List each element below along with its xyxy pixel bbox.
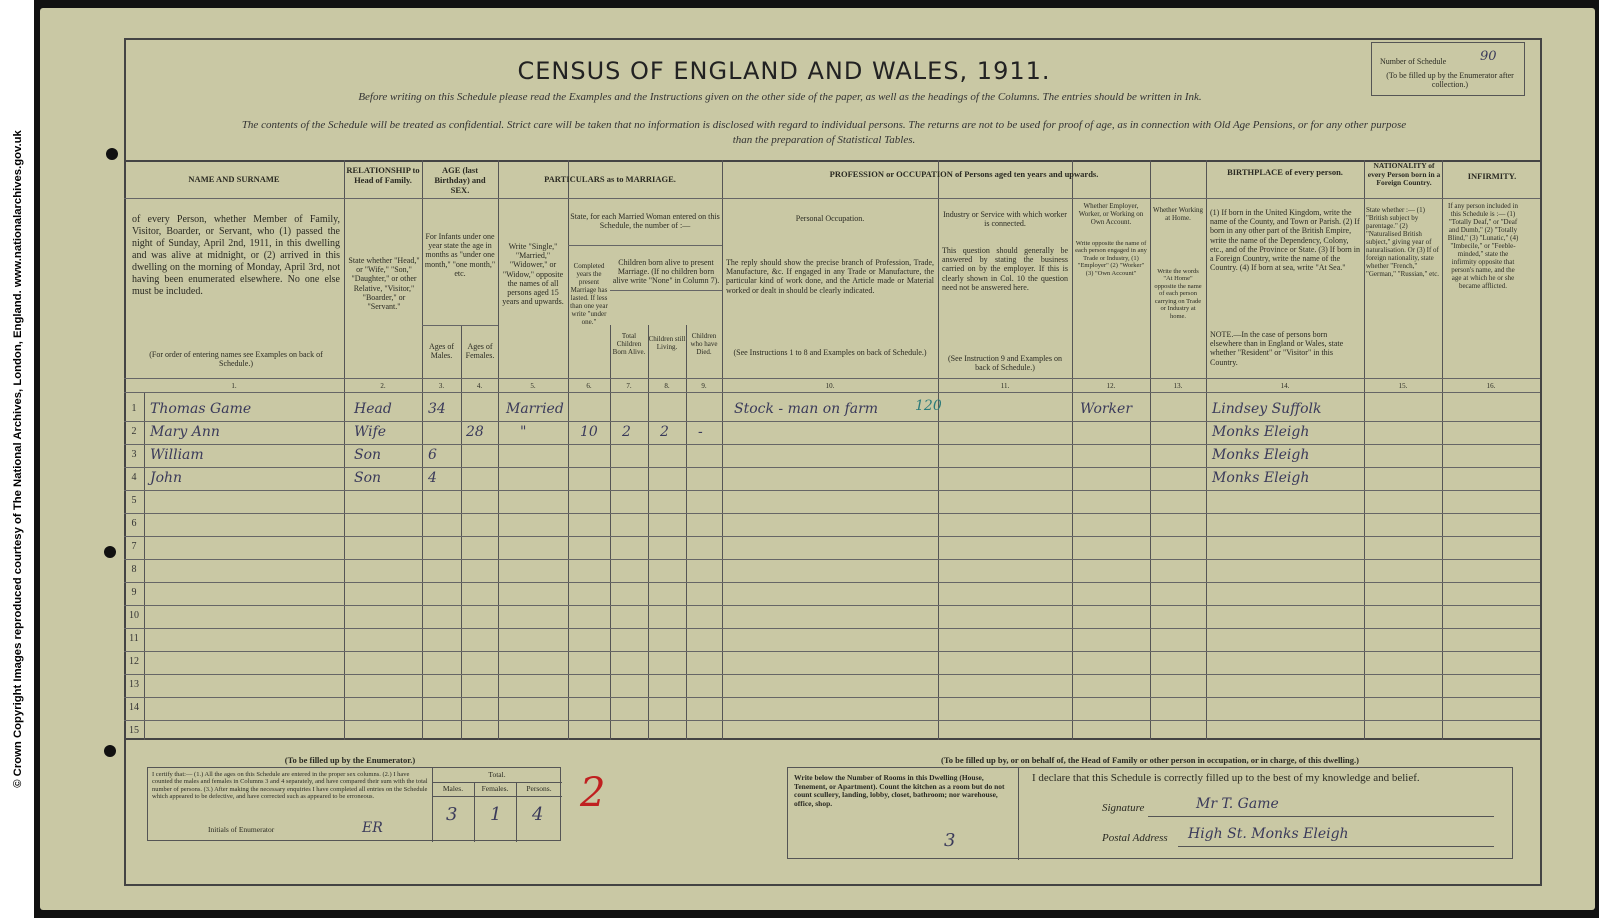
table-cell-age-male: 34	[428, 401, 446, 417]
row-number: 6	[131, 518, 137, 529]
punch-hole-icon	[104, 745, 116, 757]
punch-hole-icon	[106, 148, 118, 160]
table-cell-employer: Worker	[1080, 401, 1133, 417]
declaration: I declare that this Schedule is correctly filled up to the best of my knowledge and belief.	[1032, 772, 1420, 784]
confidential-line-2: than the preparation of Statistical Tables.	[732, 134, 916, 146]
row-number: 14	[129, 702, 139, 713]
page-title: CENSUS OF ENGLAND AND WALES, 1911.	[517, 57, 1051, 85]
rooms-count: 3	[944, 830, 956, 851]
schedule-number-note: (To be filled up by the Enumerator after collection.)	[1386, 71, 1514, 89]
table-cell-relationship: Head	[354, 401, 392, 417]
table-cell-marriage: "	[520, 424, 527, 440]
head-section-box	[787, 767, 1513, 859]
col-number: 2.	[380, 382, 386, 390]
table-cell-age-female: 28	[466, 424, 484, 440]
header-at-home: Whether Working at Home.	[1152, 206, 1204, 223]
enumerator-females: 1	[490, 804, 502, 825]
red-mark: 2	[580, 770, 606, 816]
table-cell-occupation-code: 120	[915, 398, 942, 414]
header-relationship: RELATIONSHIP to Head of Family.	[346, 165, 420, 185]
header-ages-females: Ages of Females.	[465, 342, 495, 361]
row-number: 15	[129, 725, 139, 736]
enumerator-certify: I certify that:— (1.) All the ages on this Schedule are entered in the proper sex columns. (2.) I have counted the males and females in Columns 3 and 4 separately, and have compared their sum with the total number of persons. (3.) After making the necessary enquiries I have completed all entries on the Schedule which appeared to be defective, and have corrected such as appeared to be erroneous.	[152, 771, 428, 801]
enumerator-males: 3	[446, 804, 458, 825]
table-cell-name: Mary Ann	[150, 424, 220, 440]
col-number: 5.	[530, 382, 536, 390]
row-number: 7	[131, 541, 137, 552]
col-number: 4.	[476, 382, 483, 390]
col-number: 13.	[1173, 382, 1183, 390]
instructions-line: Before writing on this Schedule please read the Examples and the Instructions given on the other side of the paper, as well as the headings of the Columns. The entries should be written in Ink.	[358, 91, 1202, 103]
header-total-children: Total Children Born Alive.	[612, 332, 646, 357]
header-marriage: PARTICULARS as to MARRIAGE.	[544, 174, 676, 184]
enumerator-persons-label: Persons.	[526, 784, 552, 793]
copyright-sidebar	[0, 0, 34, 918]
row-number: 9	[131, 587, 137, 598]
table-cell-marriage: Married	[506, 401, 564, 417]
enumerator-heading: (To be filled up by the Enumerator.)	[284, 755, 416, 765]
enumerator-males-label: Males.	[442, 784, 464, 793]
postal-address-value: High St. Monks Eleigh	[1188, 826, 1349, 842]
signature-value: Mr T. Game	[1196, 796, 1279, 812]
head-section-heading: (To be filled up by, or on behalf of, the Head of Family or other person in occupation, or in charge, of this dwelling.)	[941, 755, 1359, 765]
header-birthplace: BIRTHPLACE of every person.	[1227, 167, 1343, 177]
header-marriage-write: Write "Single," "Married," "Widower," or "Widow," opposite the names of all persons aged 15 years and upwards.	[502, 242, 564, 307]
row-number: 5	[131, 495, 137, 506]
table-cell-living: 2	[660, 424, 669, 440]
header-infirmity-desc: If any person included in this Schedule is :— (1) "Totally Deaf," or "Deaf and Dumb," (2) "Totally Blind," (3) "Lunatic," (4) "Imbecile," or "Feeble-minded," state the infirmity opposite that person's name, and the age at which he or she became afflicted.	[1447, 202, 1519, 291]
col-number: 12.	[1106, 382, 1116, 390]
col-number: 15.	[1398, 382, 1408, 390]
table-cell-name: John	[150, 470, 183, 486]
postal-address-label: Postal Address	[1102, 832, 1168, 844]
table-cell-birthplace: Lindsey Suffolk	[1212, 401, 1322, 417]
table-cell-name: William	[150, 447, 204, 463]
header-at-home-desc: Write the words "At Home" opposite the name of each person carrying on Trade or Industry at home.	[1154, 268, 1202, 320]
row-number: 3	[131, 449, 137, 460]
header-name-desc: of every Person, whether Member of Family, Visitor, Boarder, or Servant, who (1) passed the night of Sunday, April 2nd, 1911, in this dwelling and was alive at midnight, or (2) arrived in this dwelling on the morning of Monday, April 3rd, not having been enumerated elsewhere. No one else must be included.	[132, 214, 340, 297]
header-nationality-desc: State whether :— (1) "British subject by parentage." (2) "Naturalised British subject," giving year of naturalisation. Or (3) If of foreign nationality, state whether "French," "German," "Russian," etc.	[1366, 206, 1440, 279]
col-number: 6.	[586, 382, 592, 390]
header-children-born: Children born alive to present Marriage. (If no children born alive write "None" in Column 7).	[612, 258, 720, 286]
header-name-note: (For order of entering names see Examples on back of Schedule.)	[149, 350, 323, 369]
header-personal-occupation-note: (See Instructions 1 to 8 and Examples on back of Schedule.)	[733, 348, 927, 357]
col-number: 7.	[626, 382, 632, 390]
table-cell-age-male: 4	[428, 470, 437, 486]
row-number: 1	[131, 403, 137, 414]
col-number: 1.	[231, 382, 237, 390]
header-employer-desc: Write opposite the name of each person engaged in any Trade or Industry, (1) "Employer" (2) "Worker" (3) "Own Account"	[1075, 240, 1147, 277]
rooms-instruction: Write below the Number of Rooms in this Dwelling (House, Tenement, or Apartment). Count the kitchen as a room but do not count scullery, landing, lobby, closet, bathroom; nor warehouse, office, shop.	[794, 773, 1005, 808]
enumerator-initials-label: Initials of Enumerator	[208, 825, 275, 834]
header-name: NAME AND SURNAME	[188, 174, 280, 184]
table-cell-occupation: Stock - man on farm	[734, 401, 879, 417]
schedule-number-value: 90	[1480, 49, 1497, 64]
table-cell-relationship: Son	[354, 447, 382, 463]
row-number: 11	[129, 633, 139, 644]
row-number: 8	[131, 564, 137, 575]
table-cell-birthplace: Monks Eleigh	[1212, 447, 1310, 463]
col-number: 8.	[664, 382, 670, 390]
table-cell-years: 10	[580, 424, 598, 440]
schedule-number-box	[1371, 42, 1525, 96]
header-industry-note: (See Instruction 9 and Examples on back of Schedule.)	[948, 354, 1062, 373]
header-industry-desc: This question should generally be answered by stating the business carried on by the employer. If this is clearly shown in Col. 10 the question need not be answered here.	[942, 246, 1068, 292]
header-personal-occupation-desc: The reply should show the precise branch of Profession, Trade, Manufacture, &c. If engaged in any Trade or Manufacture, the particular kind of work done, and the Article made or Material worked or dealt in should be clearly indicated.	[726, 258, 934, 295]
table-cell-age-male: 6	[428, 447, 437, 463]
enumerator-females-label: Females.	[481, 784, 509, 793]
header-children-living: Children still Living.	[648, 335, 686, 352]
header-employer: Whether Employer, Worker, or Working on Own Account.	[1078, 202, 1144, 227]
row-number: 10	[129, 610, 139, 621]
header-age: AGE (last Birthday) and SEX.	[434, 165, 486, 195]
table-cell-relationship: Wife	[354, 424, 387, 440]
row-number: 12	[129, 656, 139, 667]
header-age-desc: For Infants under one year state the age in months as "under one month," "one month," etc.	[424, 232, 496, 278]
col-number: 11.	[1000, 382, 1010, 390]
table-cell-birthplace: Monks Eleigh	[1212, 424, 1310, 440]
header-completed-years: Completed years the present Marriage has lasted. If less than one year write "under one."	[570, 262, 608, 327]
table-cell-died: -	[698, 424, 703, 440]
enumerator-box	[147, 767, 561, 841]
col-number: 14.	[1280, 382, 1290, 390]
header-ages-males: Ages of Males.	[428, 342, 455, 361]
confidential-line: The contents of the Schedule will be treated as confidential. Strict care will be taken that no information is disclosed with regard to individual persons. The returns are not to be used for proof of age, as in connection with Old Age Pensions, or for any other purpose	[241, 119, 1407, 131]
header-personal-occupation: Personal Occupation.	[795, 214, 865, 223]
table-cell-relationship: Son	[354, 470, 382, 486]
table-cell-birthplace: Monks Eleigh	[1212, 470, 1310, 486]
header-children-died: Children who have Died.	[690, 332, 718, 357]
signature-label: Signature	[1102, 802, 1145, 814]
row-number: 13	[129, 679, 139, 690]
col-number: 16.	[1486, 382, 1496, 390]
table-cell-name: Thomas Game	[150, 401, 252, 417]
col-number: 9.	[701, 382, 707, 390]
enumerator-total-label: Total.	[488, 770, 506, 779]
header-birthplace-note: NOTE.—In the case of persons born elsewhere than in England or Wales, state whether "Resident" or "Visitor" in this Country.	[1210, 330, 1344, 367]
header-profession: PROFESSION or OCCUPATION of Persons aged ten years and upwards.	[829, 169, 1099, 179]
punch-hole-icon	[104, 546, 116, 558]
enumerator-initials: ER	[362, 820, 383, 836]
header-relationship-desc: State whether "Head," or "Wife," "Son," "Daughter," or other Relative, "Visitor," "Boarder," or "Servant."	[348, 256, 420, 311]
col-number: 10.	[825, 382, 835, 390]
schedule-number-label: Number of Schedule	[1380, 57, 1447, 66]
header-married-woman: State, for each Married Woman entered on this Schedule, the number of :—	[570, 212, 720, 231]
col-number: 3.	[438, 382, 445, 390]
header-industry: Industry or Service with which worker is connected.	[943, 210, 1067, 229]
header-birthplace-desc: (1) If born in the United Kingdom, write the name of the County, and Town or Parish. (2) If born in any other part of the British Empire, write the name of the Dependency, Colony, etc., and of the Province or State. (3) If born in a Foreign Country, write the name of the Country. (4) If born at sea, write "At Sea."	[1210, 208, 1360, 273]
header-nationality: NATIONALITY of every Person born in a Foreign Country.	[1367, 161, 1441, 188]
table-cell-total: 2	[622, 424, 631, 440]
header-infirmity: INFIRMITY.	[1467, 171, 1517, 181]
row-number: 4	[131, 472, 137, 483]
row-number: 2	[131, 426, 137, 437]
copyright-text: © Crown Copyright Images reproduced courtesy of The National Archives, London, England. www.nationalarchives.gov.uk	[12, 130, 24, 788]
enumerator-persons: 4	[532, 804, 544, 825]
